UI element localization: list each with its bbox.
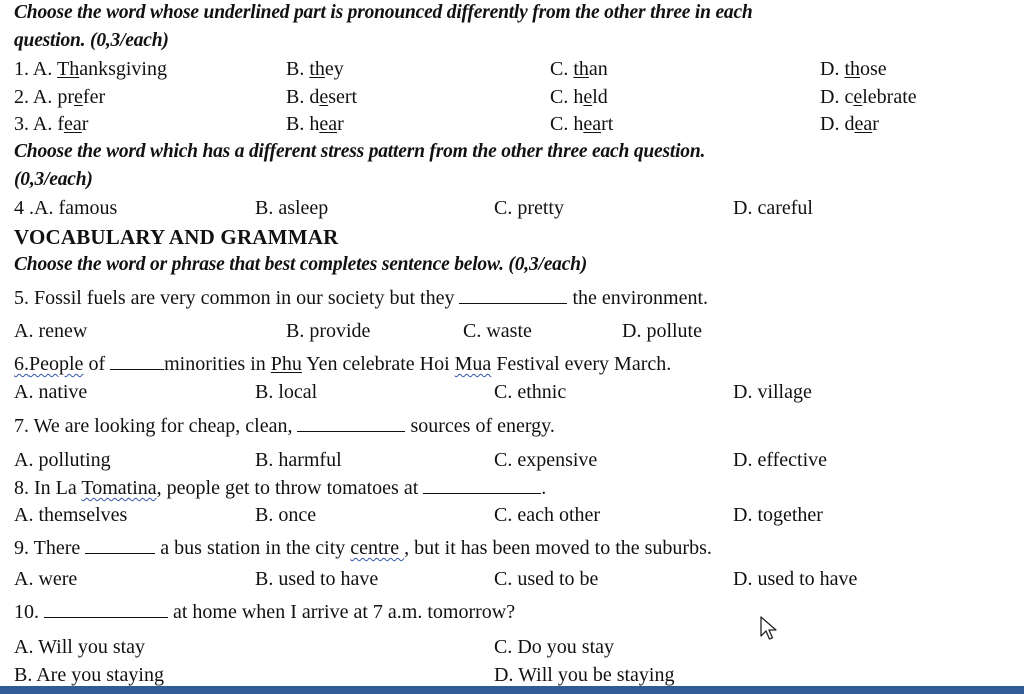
q10-option-c: C. Do you stay xyxy=(494,636,614,658)
q10-option-b: B. Are you staying xyxy=(14,664,164,686)
q4-option-c: C. pretty xyxy=(494,197,564,219)
question-5: 5. Fossil fuels are very common in our society but they the environment. xyxy=(14,287,709,309)
question-8: 8. In La Tomatina, people get to throw tomatoes at . xyxy=(14,477,547,499)
q9-blank xyxy=(85,539,155,554)
bottom-scroll-bar xyxy=(0,686,1024,694)
q6-option-a: A. native xyxy=(14,381,88,403)
q2-option-d: D. celebrate xyxy=(820,86,917,108)
q3-option-c: C. heart xyxy=(550,113,614,135)
q8-option-a: A. themselves xyxy=(14,504,128,526)
q5-option-a: A. renew xyxy=(14,320,88,342)
question-3: 3. A. fear xyxy=(14,113,89,135)
q2-option-b: B. desert xyxy=(286,86,358,108)
q7-option-a: A. polluting xyxy=(14,449,111,471)
q1-option-c: C. than xyxy=(550,58,608,80)
q5-option-d: D. pollute xyxy=(622,320,702,342)
section1-instruction-line1: Choose the word whose underlined part is pronounced differently from the other three in each xyxy=(14,2,753,23)
q6-option-c: C. ethnic xyxy=(494,381,567,403)
section2-instruction-line1: Choose the word which has a different stress pattern from the other three each question. xyxy=(14,141,706,162)
q6-option-d: D. village xyxy=(733,381,812,403)
q9-option-a: A. were xyxy=(14,568,78,590)
q7-option-c: C. expensive xyxy=(494,449,598,471)
q6-blank xyxy=(110,355,164,370)
q3-option-b: B. hear xyxy=(286,113,344,135)
section3-instruction: Choose the word or phrase that best completes sentence below. (0,3/each) xyxy=(14,254,588,275)
q7-option-d: D. effective xyxy=(733,449,828,471)
q7-option-b: B. harmful xyxy=(255,449,342,471)
q8-option-d: D. together xyxy=(733,504,823,526)
q6-option-b: B. local xyxy=(255,381,318,403)
section2-instruction-line2: (0,3/each) xyxy=(14,169,93,190)
question-4: 4 .A. famous xyxy=(14,197,118,219)
q2-option-c: C. held xyxy=(550,86,608,108)
q9-option-b: B. used to have xyxy=(255,568,379,590)
q9-option-c: C. used to be xyxy=(494,568,599,590)
question-7: 7. We are looking for cheap, clean, sources of energy. xyxy=(14,415,555,437)
question-10: 10. at home when I arrive at 7 a.m. tomorrow? xyxy=(14,601,516,623)
q7-blank xyxy=(297,417,405,432)
q1-option-b: B. they xyxy=(286,58,344,80)
q10-blank xyxy=(44,603,168,618)
mouse-cursor-icon xyxy=(760,616,778,642)
q5-option-b: B. provide xyxy=(286,320,371,342)
q4-option-d: D. careful xyxy=(733,197,813,219)
question-1: 1. A. Thanksgiving xyxy=(14,58,167,80)
q10-option-d: D. Will you be staying xyxy=(494,664,675,686)
q5-option-c: C. waste xyxy=(463,320,532,342)
section1-instruction-line2: question. (0,3/each) xyxy=(14,30,169,51)
q4-option-b: B. asleep xyxy=(255,197,329,219)
question-2: 2. A. prefer xyxy=(14,86,106,108)
q1-option-d: D. those xyxy=(820,58,887,80)
q5-blank xyxy=(459,289,567,304)
vocabulary-grammar-heading: VOCABULARY AND GRAMMAR xyxy=(14,225,339,249)
question-6: 6.People of minorities in Phu Yen celebrate Hoi Mua Festival every March. xyxy=(14,353,672,375)
q8-option-c: C. each other xyxy=(494,504,601,526)
q8-option-b: B. once xyxy=(255,504,317,526)
q3-option-d: D. dear xyxy=(820,113,879,135)
q8-blank xyxy=(423,479,541,494)
q10-option-a: A. Will you stay xyxy=(14,636,146,658)
question-9: 9. There a bus station in the city centre , but it has been moved to the suburbs. xyxy=(14,537,712,559)
q9-option-d: D. used to have xyxy=(733,568,858,590)
